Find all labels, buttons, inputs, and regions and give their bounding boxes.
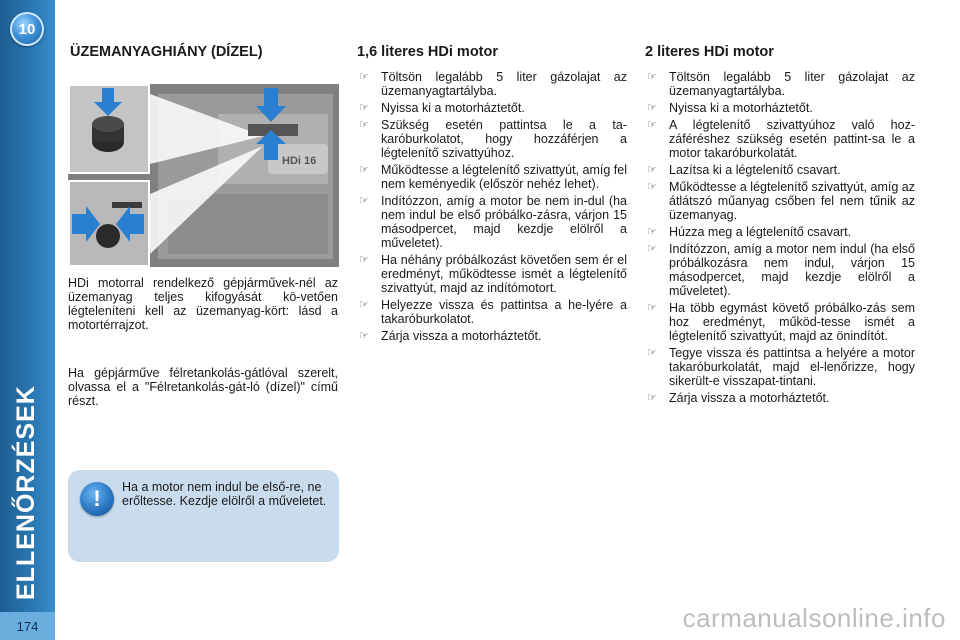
page-number: 174 [0, 612, 55, 640]
list-item: ☞ Szükség esetén pattintsa le a ta-karóburkolatot, hogy hozzáférjen a légtelenítő szivattyúhoz. [359, 118, 627, 160]
pointing-hand-icon: ☞ [359, 118, 369, 131]
list-item: ☞ Működtesse a légtelenítő szivattyút, amíg fel nem keményedik (először nehéz lehet). [359, 163, 627, 191]
pointing-hand-icon: ☞ [647, 180, 657, 193]
pointing-hand-icon: ☞ [647, 242, 657, 255]
chapter-number-badge: 10 [10, 12, 44, 46]
watermark: carmanualsonline.info [682, 603, 946, 633]
steps-list-1-6-hdi [357, 70, 627, 346]
list-item: ☞ Lazítsa ki a légtelenítő csavart. [647, 163, 841, 177]
list-item: ☞ Helyezze vissza és pattintsa a he-lyére a takaróburkolatot. [359, 298, 627, 326]
pointing-hand-icon: ☞ [647, 346, 657, 359]
pointing-hand-icon: ☞ [647, 391, 657, 404]
engine-photo [68, 84, 339, 267]
pointing-hand-icon: ☞ [359, 194, 369, 207]
warning-text: Ha a motor nem indul be első-re, ne erőltesse. Kezdje elölről a műveletet. [122, 480, 327, 508]
list-item: ☞ Töltsön legalább 5 liter gázolajat az üzemanyagtartályba. [647, 70, 915, 98]
list-item: ☞ Zárja vissza a motorháztetőt. [359, 329, 542, 343]
list-item: ☞ Nyissa ki a motorháztetőt. [647, 101, 813, 115]
pointing-hand-icon: ☞ [359, 70, 369, 83]
chapter-sidebar [0, 0, 55, 640]
section-title-1-6-hdi: 1,6 literes HDi motor [357, 44, 499, 60]
pointing-hand-icon: ☞ [647, 101, 657, 114]
pointing-hand-icon: ☞ [359, 329, 369, 342]
pointing-hand-icon: ☞ [359, 163, 369, 176]
list-item: ☞ Zárja vissza a motorháztetőt. [647, 391, 830, 405]
steps-list-2-hdi [645, 70, 915, 408]
chapter-title: ELLENŐRZÉSEK [12, 385, 40, 600]
engine-illustration [68, 84, 339, 267]
pointing-hand-icon: ☞ [359, 298, 369, 311]
intro-paragraph: HDi motorral rendelkező gépjárművek-nél az üzemanyag teljes kifogyását kö-vetően légteleníteni kell az üzemanyag-kört: lásd a motortérrajzot. [68, 276, 338, 332]
list-item: ☞ Indítózzon, amíg a motor nem indul (ha első próbálkozásra nem indul, várjon 15 másodpercet, majd kezdje elölről a műveletet). [647, 242, 915, 298]
list-item: ☞ Működtesse a légtelenítő szivattyút, amíg az átlátszó műanyag csőben fel nem tűnik az üzemanyag. [647, 180, 915, 222]
list-item: ☞ Ha néhány próbálkozást követően sem ér el eredményt, működtesse ismét a légtelenítő szivattyút, majd az indítómotort. [359, 253, 627, 295]
list-item: ☞ A légtelenítő szivattyúhoz való hoz-záféréshez szükség esetén pattint-sa le a motor takaróburkolatát. [647, 118, 915, 160]
pointing-hand-icon: ☞ [359, 101, 369, 114]
pointing-hand-icon: ☞ [647, 225, 657, 238]
section-title-fuel-shortage: ÜZEMANYAGHIÁNY (DÍZEL) [70, 44, 263, 60]
list-item: ☞ Indítózzon, amíg a motor be nem in-dul (ha nem indul be első próbálko-zásra, várjon 15 másodpercet, majd kezdje elölről a műveletet). [359, 194, 627, 250]
pointing-hand-icon: ☞ [359, 253, 369, 266]
pointing-hand-icon: ☞ [647, 118, 657, 131]
photo-engine-label: HDi 16 [282, 155, 317, 167]
misfuel-paragraph: Ha gépjárműve félretankolás-gátlóval szerelt, olvassa el a "Félretankolás-gát-ló (dízel)" című részt. [68, 366, 338, 408]
list-item: ☞ Húzza meg a légtelenítő csavart. [647, 225, 852, 239]
list-item: ☞ Ha több egymást követő próbálko-zás sem hoz eredményt, működ-tesse ismét a légtelenítő szivattyút, majd az önindítót. [647, 301, 915, 343]
pointing-hand-icon: ☞ [647, 301, 657, 314]
list-item: ☞ Tegye vissza és pattintsa a helyére a motor takaróburkolatát, majd el-lenőrizze, hogy sikerült-e visszapat-tintani. [647, 346, 915, 388]
exclamation-icon: ! [80, 482, 114, 516]
warning-box [68, 470, 339, 562]
pointing-hand-icon: ☞ [647, 163, 657, 176]
list-item: ☞ Töltsön legalább 5 liter gázolajat az üzemanyagtartályba. [359, 70, 627, 98]
section-title-2-hdi: 2 literes HDi motor [645, 44, 774, 60]
pointing-hand-icon: ☞ [647, 70, 657, 83]
list-item: ☞ Nyissa ki a motorháztetőt. [359, 101, 525, 115]
